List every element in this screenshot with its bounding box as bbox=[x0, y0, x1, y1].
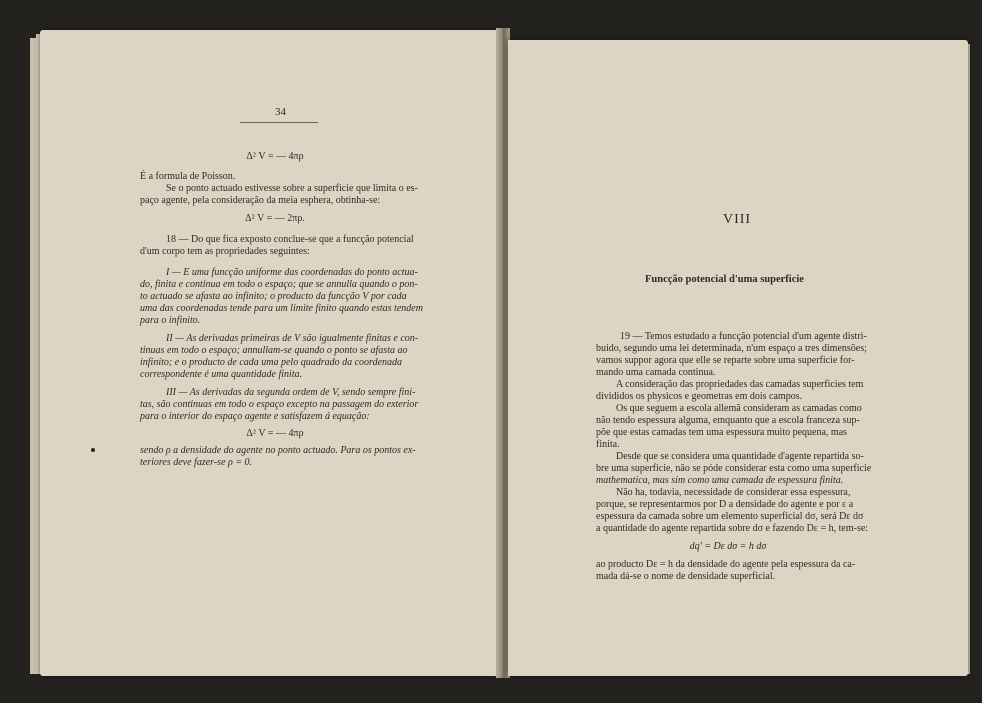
text-line: vamos suppor agora que elle se reparte sobre uma superficie for- bbox=[596, 355, 855, 366]
page-number: 34 bbox=[275, 106, 286, 118]
chapter-heading: VIII bbox=[723, 212, 752, 227]
text-line: to actuado se afasta ao infinito; o producto da funcção V por cada bbox=[140, 291, 407, 302]
text-line: II — As derivadas primeiras de V são igualmente finitas e con- bbox=[166, 333, 419, 344]
text-line: Os que seguem a escola allemã consideram as camadas como bbox=[616, 403, 862, 414]
text-line: 19 — Temos estudado a funcção potencial d'um agente distri- bbox=[620, 331, 867, 342]
text-line: não tendo espessura alguma, emquanto que a escola franceza sup- bbox=[596, 415, 860, 426]
text-line: teriores deve fazer-se ρ = 0. bbox=[140, 457, 253, 468]
text-line: tinuas em todo o espaço; annullam-se quando o ponto se afasta ao bbox=[140, 345, 408, 356]
left-page bbox=[40, 30, 498, 676]
text-line: 18 — Do que fica exposto conclue-se que a funcção potencial bbox=[166, 234, 414, 245]
text-line: infinito; e o producto de cada uma pelo quadrado da coordenada bbox=[140, 357, 403, 368]
text-line: uma das coordenadas tende para um limite finito quando estas tendem bbox=[140, 303, 423, 314]
text-line: para o infinito. bbox=[140, 315, 201, 326]
text-line: Se o ponto actuado estivesse sobre a superficie que limita o es- bbox=[166, 183, 418, 194]
text-line: finita. bbox=[596, 439, 620, 450]
text-line: III — As derivadas da segunda ordem de V, sendo sempre fini- bbox=[166, 387, 416, 398]
text-line: sendo ρ a densidade do agente no ponto actuado. Para os pontos ex- bbox=[140, 445, 416, 456]
text-line: do, finita e continua em todo o espaço; que se annulla quando o pon- bbox=[140, 279, 418, 290]
equation: Δ² V = — 4πρ bbox=[246, 428, 304, 439]
text-line: mathematica, mas sim como uma camada de espessura finita. bbox=[596, 475, 844, 486]
section-title: Funcção potencial d'uma superficie bbox=[645, 274, 804, 285]
equation: Δ² V = — 2πρ. bbox=[245, 213, 305, 224]
text-line: I — E uma funcção uniforme das coordenadas do ponto actua- bbox=[166, 267, 418, 278]
text-line: porque, se representarmos por D a densidade do agente e por ε a bbox=[596, 499, 854, 510]
text-line: Não ha, todavia, necessidade de considerar essa espessura, bbox=[616, 487, 851, 498]
right-page bbox=[508, 40, 968, 676]
text-line: paço agente, pela consideração da meia esphera, obtinha-se: bbox=[140, 195, 381, 206]
text-line: para o interior do espaço agente e satisfazem á equação: bbox=[140, 411, 370, 422]
text-line: espessura da camada sobre um elemento superficial dσ, será Dε dσ bbox=[596, 511, 864, 522]
text-line: É a formula de Poisson. bbox=[140, 171, 236, 182]
header-rule bbox=[240, 122, 318, 123]
text-line: mando uma camada continua. bbox=[596, 367, 716, 378]
equation: dq' = Dε dσ = h dσ bbox=[689, 541, 767, 552]
text-line: mada dá-se o nome de densidade superficial. bbox=[596, 571, 776, 582]
text-line: ao producto Dε = h da densidade do agente pela espessura da ca- bbox=[596, 559, 856, 570]
text-line: a quantidade do agente repartida sobre dσ e fazendo Dε = h, tem-se: bbox=[596, 523, 869, 534]
text-line: buido, segundo uma lei determinada, n'um espaço a tres dimensões; bbox=[596, 343, 867, 354]
text-line: põe que estas camadas tem uma espessura muito pequena, mas bbox=[596, 427, 848, 438]
equation: Δ² V = — 4πρ bbox=[246, 151, 304, 162]
text-line: divididos os physicos e geometras em dois campos. bbox=[596, 391, 803, 402]
text-line: tas, são continuas em todo o espaço excepto na passagem do exterior bbox=[140, 399, 419, 410]
text-line: bre uma superficie, não se póde considerar esta como uma superficie bbox=[596, 463, 872, 474]
text-line: A consideração das propriedades das camadas superficies tem bbox=[616, 379, 864, 390]
text-line: d'um corpo tem as propriedades seguintes: bbox=[140, 246, 310, 257]
ink-spot bbox=[91, 448, 95, 452]
text-line: correspondente é uma quantidade finita. bbox=[140, 369, 303, 380]
text-line: Desde que se considera uma quantidade d'agente repartida so- bbox=[616, 451, 864, 462]
